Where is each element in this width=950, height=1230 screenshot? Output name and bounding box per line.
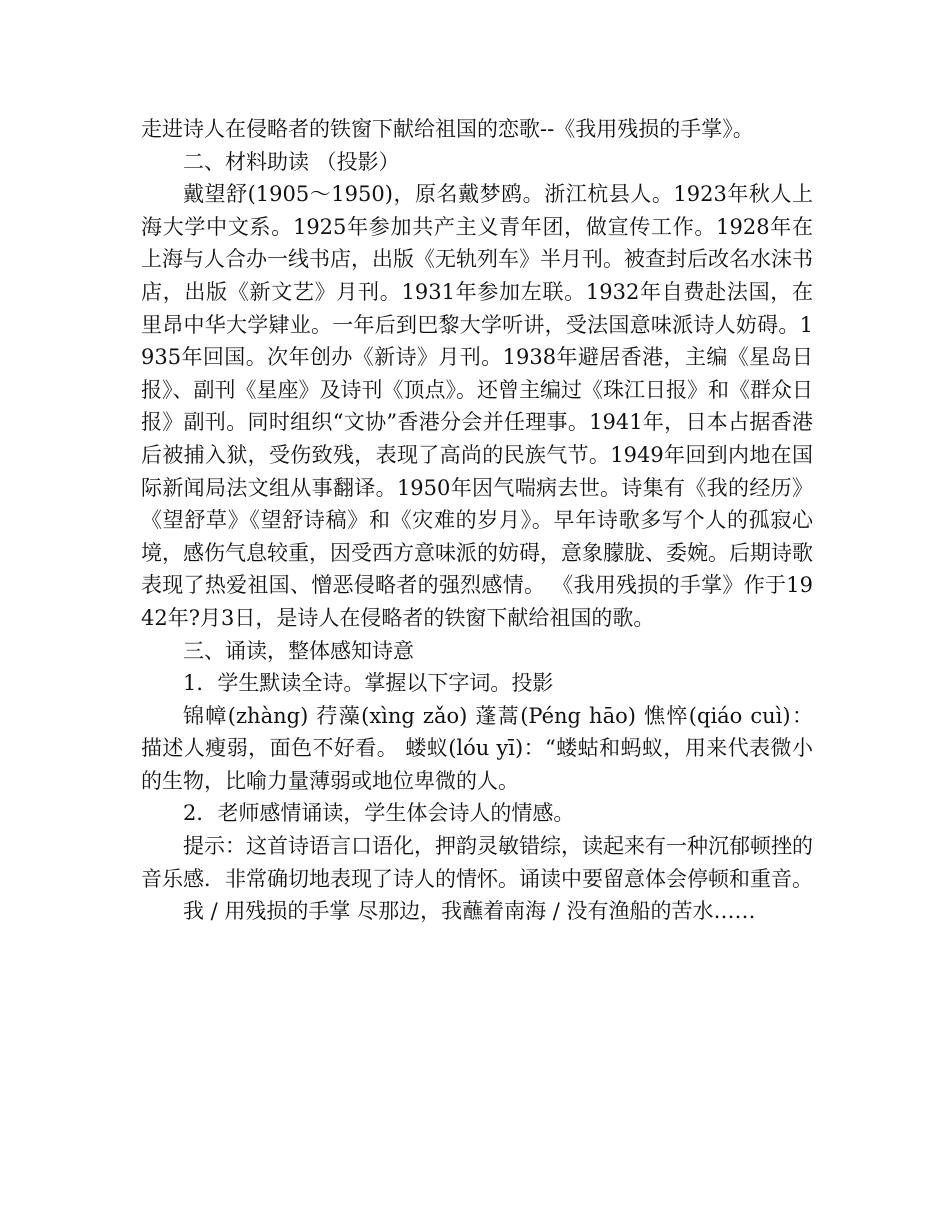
intro-line: 走进诗人在侵略者的铁窗下献给祖国的恋歌--《我用残损的手掌》。 (141, 117, 754, 141)
section-heading-reading: 三、诵读，整体感知诗意 (183, 638, 414, 663)
author-biography: 戴望舒(1905～1950)，原名戴梦鸥。浙江杭县人。1923年秋人上海大学中文系。1925年参加共产主义青年团，做宣传工作。1928年在上海与人合办一线书店，出版《无轨列车》半月刊。被查封后改名水沫书店，出版《新文艺》月刊。1931年参加左联。1932年自费赴法国，在里昂中华大学肄业。一年后到巴黎大学听讲，受法国意味派诗人妨碍。1935年回国。次年创办《新诗》月刊。1938年避居香港，主编《星岛日报》、副刊《星座》及诗刊《顶点》。还曾主编过《珠江日报》和《群众日报》副刊。同时组织“文协”香港分会并任理事。1941年，日本占据香港后被捕入狱，受伤致残，表现了高尚的民族气节。1949年回到内地在国际新闻局法文组从事翻译。1950年因气喘病去世。诗集有《我的经历》《望舒草》《望舒诗稿》和《灾难的岁月》。早年诗歌多写个人的孤寂心境，感伤气息较重，因受西方意味派的妨碍，意象朦胧、委婉。后期诗歌表现了热爱祖国、憎恶侵略者的强烈感情。 《我用残损的手掌》作于1942年?月3日，是诗人在侵略者的铁窗下献给祖国的歌。 (141, 182, 813, 630)
poem-excerpt: 我 / 用残损的手掌 尽那边，我蘸着南海 / 没有渔船的苦水…… (183, 899, 756, 924)
step-2-heading: 2．老师感情诵读，学生体会诗人的情感。 (183, 801, 575, 826)
section-heading-materials: 二、材料助读 （投影） (183, 149, 400, 174)
reading-tip: 提示：这首诗语言口语化，押韵灵敏错综，读起来有一种沉郁顿挫的音乐感．非常确切地表现了诗人的情怀。诵读中要留意体会停顿和重音。 (141, 834, 813, 891)
document-body (141, 113, 813, 928)
vocabulary-list: 锦幛(zhàng) 荇藻(xìng zǎo) 蓬蒿(Péng hāo) 憔悴(qiáo cuì)：描述人瘦弱，面色不好看。 蝼蚁(lóu yī)：“蝼蛄和蚂蚁，用来代表微小的生物，比喻力量薄弱或地位卑微的人。 (141, 703, 813, 793)
step-1-heading: 1．学生默读全诗。掌握以下字词。投影 (183, 671, 554, 696)
